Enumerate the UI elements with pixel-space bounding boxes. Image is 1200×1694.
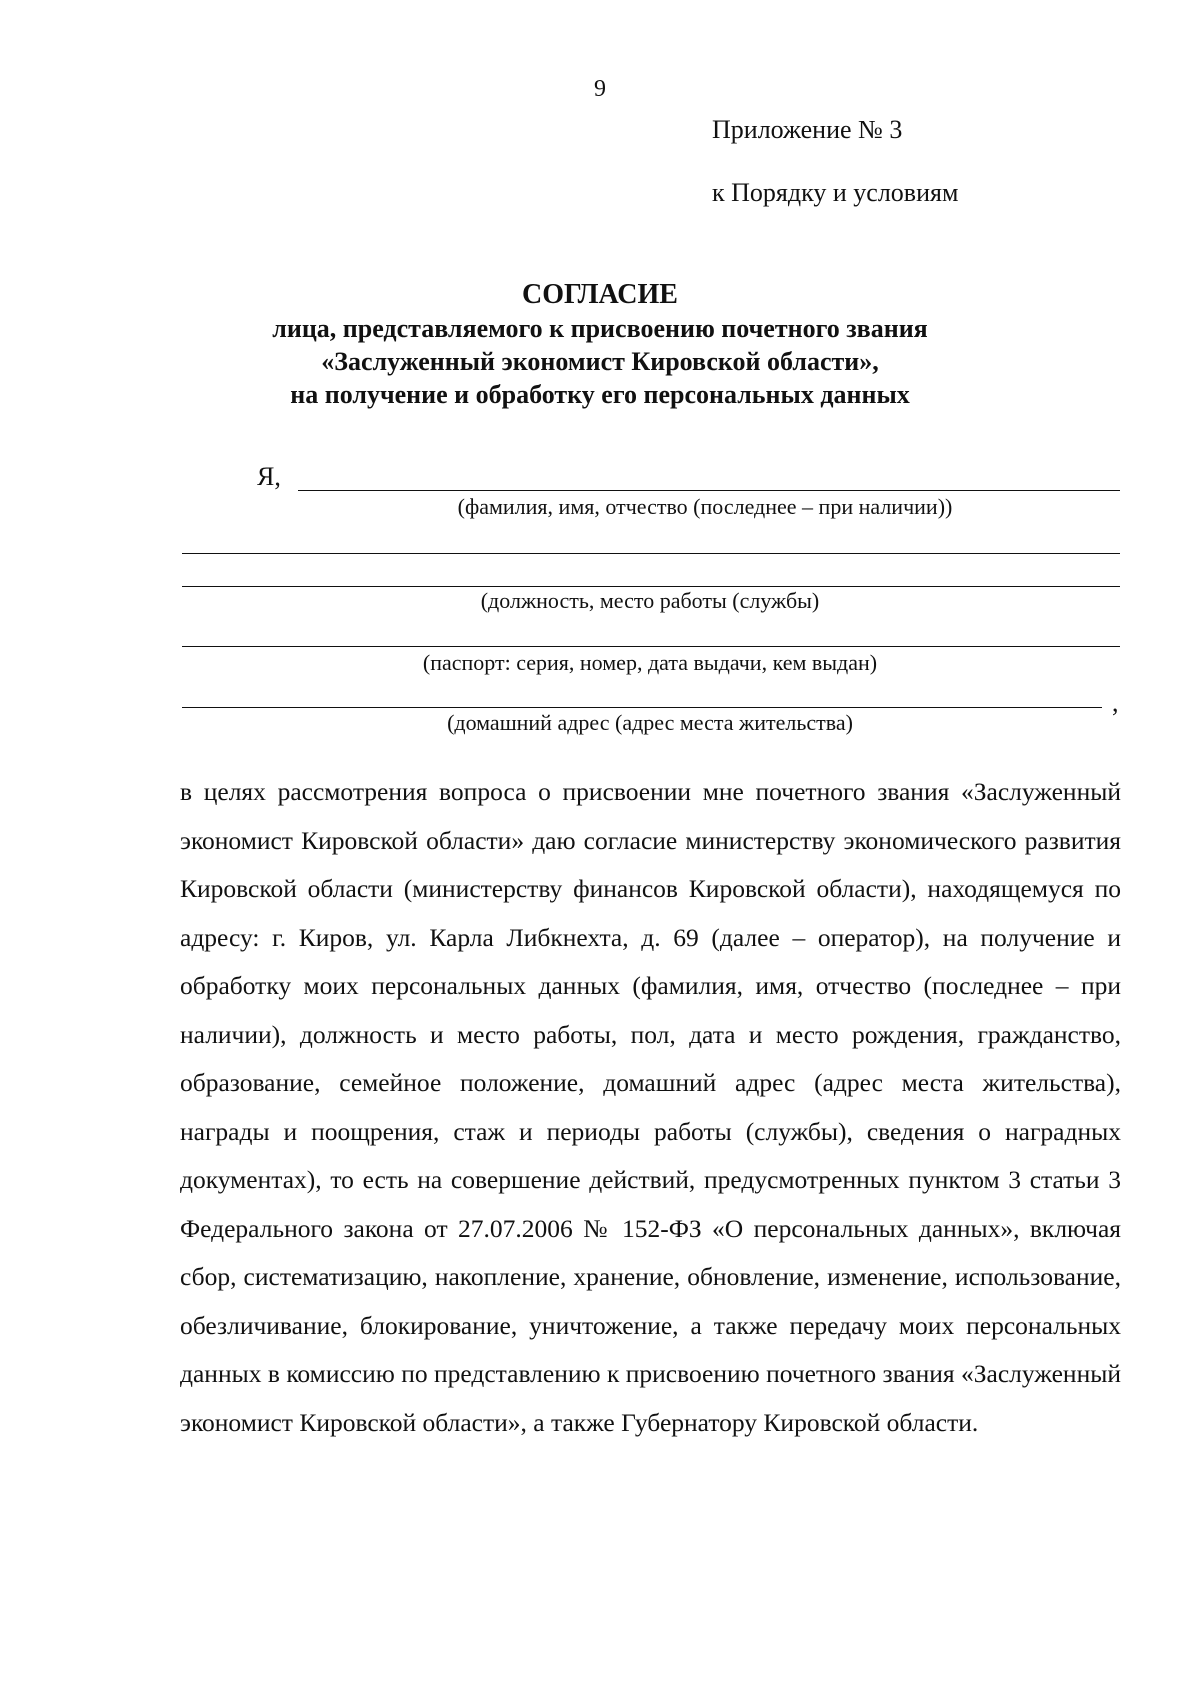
job-field-line-2[interactable] xyxy=(182,586,1120,587)
title-line-3: на получение и обработку его персональных данных xyxy=(290,380,910,409)
document-title: СОГЛАСИЕ xyxy=(522,279,678,310)
passport-field[interactable] xyxy=(182,646,1120,647)
document-title-block xyxy=(0,278,1200,411)
fio-caption: (фамилия, имя, отчество (последнее – при наличии)) xyxy=(457,494,953,519)
title-line-2: «Заслуженный экономист Кировской области», xyxy=(321,347,879,376)
title-line-1: лица, представляемого к присвоению почетного звания xyxy=(272,314,928,343)
consent-paragraph: в целях рассмотрения вопроса о присвоении мне почетного звания «Заслуженный экономист Кировской области» даю согласие министерству экономического развития Кировской области (министерству финансов Кировской области), находящемуся по адресу: г. Киров, ул. Карла Либкнехта, д. 69 (далее – оператор), на получение и обработку моих персональных данных (фамилия, имя, отчество (последнее – при наличии), должность и место работы, пол, дата и место рождения, гражданство, образование, семейное положение, домашний адрес (адрес места жительства), награды и поощрения, стаж и периоды работы (службы), сведения о наградных документах), то есть на совершение действий, предусмотренных пунктом 3 статьи 3 Федерального закона от 27.07.2006 № 152-ФЗ «О персональных данных», включая сбор, систематизацию, накопление, хранение, обновление, изменение, использование, обезличивание, блокирование, уничтожение, а также передачу моих персональных данных в комиссию по представлению к присвоению почетного звания «Заслуженный экономист Кировской области», а также Губернатору Кировской области. xyxy=(180,777,1121,1437)
ya-label: Я, xyxy=(257,462,281,491)
job-field-line-1[interactable] xyxy=(182,553,1120,554)
address-trailing-comma: , xyxy=(1112,688,1119,717)
passport-caption: (паспорт: серия, номер, дата выдачи, кем выдан) xyxy=(422,650,878,675)
job-caption: (должность, место работы (службы) xyxy=(480,588,820,613)
fio-field[interactable] xyxy=(298,490,1120,491)
appendix-label: Приложение № 3 xyxy=(712,115,903,144)
page-number: 9 xyxy=(594,76,606,102)
address-caption: (домашний адрес (адрес места жительства) xyxy=(447,710,853,735)
appendix-reference: к Порядку и условиям xyxy=(712,178,959,207)
address-field[interactable] xyxy=(182,707,1102,708)
